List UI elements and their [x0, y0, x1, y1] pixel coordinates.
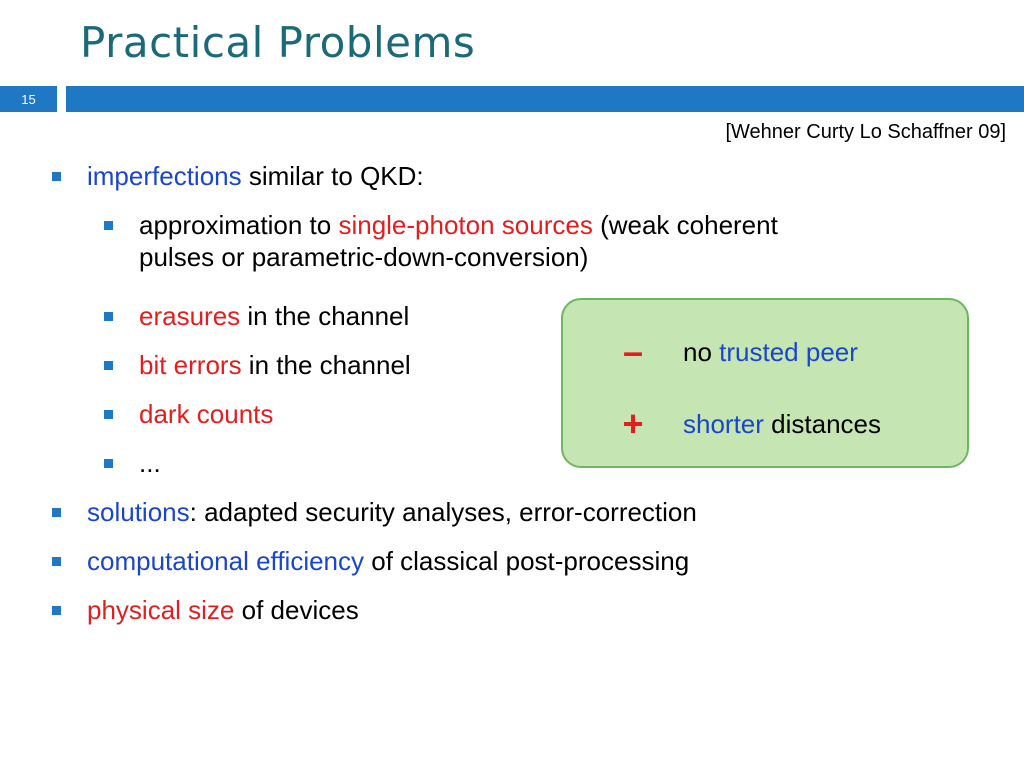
slide-number: 15: [0, 86, 57, 112]
header-bar: [0, 86, 1024, 112]
bullet-marker: [104, 221, 113, 230]
bullet-marker: [104, 361, 113, 370]
bullet-ellipsis: [104, 447, 161, 479]
bullet-text: [87, 496, 697, 528]
text: of classical post-processing: [364, 546, 690, 576]
bullet-solutions: [52, 496, 697, 528]
text: of devices: [234, 595, 359, 625]
text: : adapted security analyses, error-correction: [189, 497, 697, 527]
con-text: [683, 337, 858, 368]
bullet-bit-errors: [104, 349, 411, 381]
bullet-text: [87, 594, 359, 626]
bullet-marker: [52, 606, 61, 615]
bullet-text: [87, 545, 689, 577]
text: no: [683, 336, 720, 367]
highlight: physical size: [87, 595, 235, 625]
highlight: trusted peer: [719, 336, 858, 367]
citation: [Wehner Curty Lo Schaffner 09]: [725, 121, 1006, 143]
highlight: computational efficiency: [87, 546, 365, 576]
plus-icon: +: [622, 403, 644, 444]
bullet-efficiency: [52, 545, 689, 577]
bullet-marker: [104, 410, 113, 419]
bullet-text: [139, 349, 411, 381]
bullet-text: ...: [139, 448, 161, 478]
highlight: single-photon sources: [338, 210, 593, 240]
bullet-text: [139, 209, 778, 273]
bullet-approximation: [104, 209, 994, 273]
bullet-text: [139, 300, 409, 332]
highlight: dark counts: [139, 399, 274, 429]
text: in the channel: [241, 350, 411, 380]
text: pulses or parametric-down-conversion): [139, 242, 589, 273]
bullet-dark-counts: [104, 398, 273, 430]
highlight: imperfections: [87, 161, 242, 191]
bullet-marker: [52, 557, 61, 566]
text: in the channel: [240, 301, 410, 331]
bullet-marker: [52, 172, 61, 181]
bullet-text: [87, 160, 424, 192]
pro-row: [613, 403, 881, 444]
pros-cons-callout: [561, 298, 969, 468]
minus-icon: –: [622, 331, 644, 372]
bullet-marker: [104, 312, 113, 321]
slide-title: Practical Problems: [80, 18, 476, 67]
text: (weak coherent: [592, 210, 778, 240]
bullet-imperfections: [52, 160, 424, 192]
bullet-marker: [104, 459, 113, 468]
highlight: solutions: [87, 497, 190, 527]
pro-text: [683, 409, 881, 440]
text: approximation to: [139, 210, 339, 240]
con-row: [613, 331, 858, 372]
accent-bar: [66, 86, 1024, 112]
bullet-physical-size: [52, 594, 359, 626]
text: similar to QKD:: [241, 161, 424, 191]
text: distances: [763, 408, 881, 439]
highlight: erasures: [139, 301, 241, 331]
highlight: bit errors: [139, 350, 242, 380]
highlight: shorter: [683, 408, 764, 439]
bullet-erasures: [104, 300, 409, 332]
bullet-marker: [52, 508, 61, 517]
